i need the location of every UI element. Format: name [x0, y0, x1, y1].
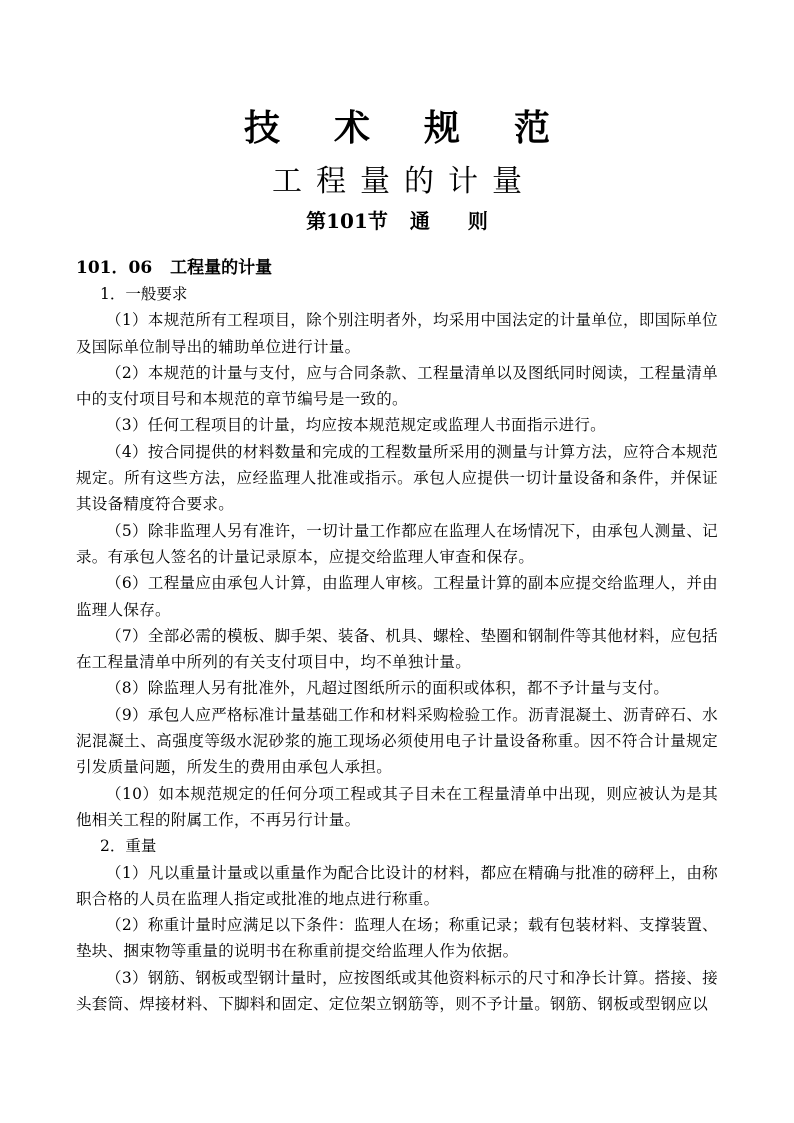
document-page [76, 0, 718, 1123]
document-body [76, 255, 718, 1017]
section-number: 第101节 [306, 209, 388, 233]
paragraph-general-4: （4）按合同提供的材料数量和完成的工程数量所采用的测量与计算方法，应符合本规范规定。所有这些方法，应经监理人批准或指示。承包人应提供一切计量设备和条件，并保证其设备精度符合要求。 [76, 442, 718, 514]
paragraph-general-10: （10）如本规范规定的任何分项工程或其子目未在工程量清单中出现，则应被认为是其他相关工程的附属工作，不再另行计量。 [76, 784, 718, 829]
paragraph-general-1: （1）本规范所有工程项目，除个别注明者外，均采用中国法定的计量单位，即国际单位及国际单位制导出的辅助单位进行计量。 [76, 311, 718, 356]
document-subtitle: 工程量的计量 [272, 164, 536, 199]
paragraph-general-8: （8）除监理人另有批准外，凡超过图纸所示的面积或体积，都不予计量与支付。 [106, 679, 670, 698]
paragraph-general-5: （5）除非监理人另有准许，一切计量工作都应在监理人在场情况下，由承包人测量、记录。有承包人签名的计量记录原本，应提交给监理人审查和保存。 [76, 521, 718, 566]
section-title [76, 205, 718, 237]
paragraph-weight-1: （1）凡以重量计量或以重量作为配合比设计的材料，都应在精确与批准的磅秤上，由称职合格的人员在监理人指定或批准的地点进行称重。 [76, 863, 718, 908]
paragraph-general-6: （6）工程量应由承包人计算，由监理人审核。工程量计算的副本应提交给监理人，并由监理人保存。 [76, 574, 718, 619]
clause-title: 工程量的计量 [170, 258, 273, 278]
section-name-part-1: 通 [409, 209, 430, 233]
subsection-heading-weight: 2．重量 [100, 837, 157, 856]
paragraph-general-9: （9）承包人应严格标准计量基础工作和材料采购检验工作。沥青混凝土、沥青碎石、水泥混凝土、高强度等级水泥砂浆的施工现场必须使用电子计量设备称重。因不符合计量规定引发质量问题，所发生的费用由承包人承担。 [76, 705, 718, 777]
clause-number: 101．06 [76, 258, 153, 278]
paragraph-general-3: （3）任何工程项目的计量，均应按本规范规定或监理人书面指示进行。 [106, 416, 606, 435]
paragraph-general-2: （2）本规范的计量与支付，应与合同条款、工程量清单以及图纸同时阅读，工程量清单中的支付项目号和本规范的章节编号是一致的。 [76, 363, 718, 409]
subsection-heading-general: 1．一般要求 [100, 285, 188, 303]
document-title: 技术规范 [243, 107, 604, 149]
paragraph-weight-3: （3）钢筋、钢板或型钢计量时，应按图纸或其他资料标示的尺寸和净长计算。搭接、接头套筒、焊接材料、下脚料和固定、定位架立钢筋等，则不予计量。钢筋、钢板或型钢应以 [76, 968, 718, 1014]
clause-heading [76, 255, 718, 281]
paragraph-weight-2: （2）称重计量时应满足以下条件：监理人在场；称重记录；载有包装材料、支撑装置、垫块、捆束物等重量的说明书在称重前提交给监理人作为依据。 [76, 916, 718, 961]
section-name-part-2: 则 [467, 209, 488, 233]
paragraph-general-7: （7）全部必需的模板、脚手架、装备、机具、螺栓、垫圈和钢制件等其他材料，应包括在工程量清单中所列的有关支付项目中，均不单独计量。 [76, 626, 718, 672]
